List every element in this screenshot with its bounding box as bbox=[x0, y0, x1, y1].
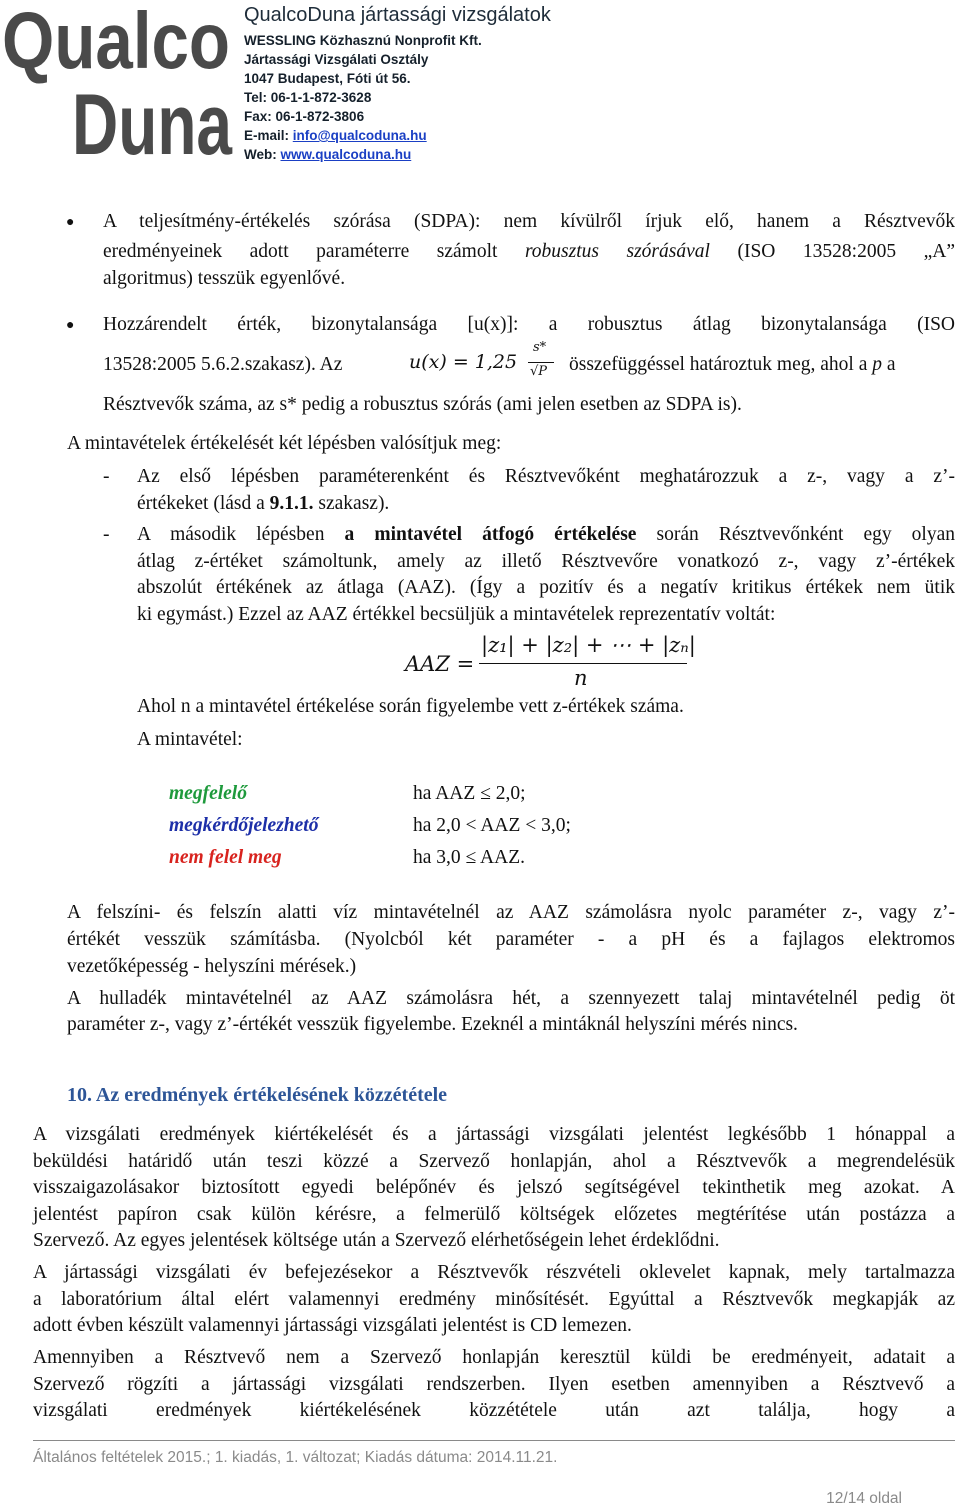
header-web: Web: www.qualcoduna.hu bbox=[244, 147, 412, 162]
dash-1: - bbox=[103, 466, 110, 487]
s10a-line3: visszaigazolásakor biztosított egyedi belépőnév és jelszó segítségével tekinthetik meg azokat. A bbox=[33, 1177, 955, 1198]
formula-numerator: s* bbox=[533, 340, 547, 355]
aaz-formula-denominator: n bbox=[574, 666, 588, 690]
formula-fraction-bar bbox=[528, 362, 554, 363]
section-10-heading: 10. Az eredmények értékelésének közzététele bbox=[67, 1084, 448, 1106]
aaz-fraction-bar bbox=[479, 663, 687, 664]
rating-label-questionable: megkérdőjelezhető bbox=[169, 815, 319, 836]
s10c-line1: Amennyiben a Résztvevő nem a Szervező honlapján keresztül küldi be eredményeit, adatait a bbox=[33, 1347, 955, 1368]
footer-rule bbox=[33, 1440, 955, 1441]
header-title: QualcoDuna jártassági vizsgálatok bbox=[244, 4, 551, 26]
footer-page-number: 12/14 oldal bbox=[826, 1490, 902, 1507]
formula-denominator: √P bbox=[530, 364, 548, 379]
s10b-line3: adott évben készült valamennyi jártassági vizsgálati jelentést is CD lemezen. bbox=[33, 1315, 632, 1336]
step2-line3: abszolút értékének az átlaga (AAZ). (Így a pozitív és a negatív kritikus értékek nem ütik bbox=[137, 577, 955, 598]
s10c-line2: Szervező rögzíti a jártassági vizsgálati rendszerben. Ilyen esetben amennyiben a Résztvevő a bbox=[33, 1374, 955, 1395]
uncertainty-formula: u(x) = 1,25 bbox=[409, 351, 518, 373]
header-fax: Fax: 06-1-872-3806 bbox=[244, 109, 365, 124]
bullet-dot-2: ● bbox=[66, 318, 75, 333]
logo-text-top: Qualco bbox=[2, 2, 230, 85]
web-link[interactable]: www.qualcoduna.hu bbox=[280, 147, 412, 162]
para1-line1: A felszíni- és felszín alatti víz mintavételnél az AAZ számolásra nyolc paraméter z-, vagy z’- bbox=[67, 902, 955, 923]
step2-line4: ki egymást.) Ezzel az AAZ értékkel becsüljük a mintavételek reprezentatív voltát: bbox=[137, 604, 776, 625]
sampling-label: A mintavétel: bbox=[137, 729, 243, 750]
bullet2-line3: Résztvevők száma, az s* pedig a robusztus szórás (ami jelen esetben az SDPA is). bbox=[103, 394, 742, 415]
bullet1-line3: algoritmus) tesszük egyenlővé. bbox=[103, 268, 346, 289]
rating-rule-ok: ha AAZ ≤ 2,0; bbox=[413, 783, 526, 804]
s10b-line1: A jártassági vizsgálati év befejezésekor a Résztvevők részvételi oklevelet kapnak, mely tartalmazza bbox=[33, 1262, 955, 1283]
header-tel: Tel: 06-1-1-872-3628 bbox=[244, 90, 372, 105]
bullet2-line2b: összefüggéssel határoztuk meg, ahol a p a bbox=[569, 354, 896, 375]
email-link[interactable]: info@qualcoduna.hu bbox=[292, 128, 427, 143]
rating-label-fail: nem felel meg bbox=[169, 847, 282, 868]
bullet1-line2: eredményeinek adott paraméterre számolt robusztus szórásával (ISO 13528:2005 „A” bbox=[103, 241, 955, 262]
header-org: WESSLING Közhasznú Nonprofit Kft. bbox=[244, 33, 482, 48]
step1-line1: Az első lépésben paraméterenként és Résztvevőként meghatározzuk a z-, vagy a z’- bbox=[137, 466, 955, 487]
header-address: 1047 Budapest, Fóti út 56. bbox=[244, 71, 411, 86]
s10a-line1: A vizsgálati eredmények kiértékelését és a jártassági vizsgálati jelentést legkésőbb 1 hónappal a bbox=[33, 1124, 955, 1145]
step1-line2: értékeket (lásd a 9.1.1. szakasz). bbox=[137, 493, 390, 514]
steps-intro: A mintavételek értékelését két lépésben valósítjuk meg: bbox=[67, 433, 502, 454]
bullet-dot-1: ● bbox=[66, 215, 75, 230]
dash-2: - bbox=[103, 524, 110, 545]
rating-rule-questionable: ha 2,0 < AAZ < 3,0; bbox=[413, 815, 571, 836]
header-dept: Jártassági Vizsgálati Osztály bbox=[244, 52, 429, 67]
para2-line2: paraméter z-, vagy z’-értékét vesszük figyelembe. Ezeknél a mintáknál helyszíni mérés nincs. bbox=[67, 1014, 798, 1035]
rating-label-ok: megfelelő bbox=[169, 783, 247, 804]
footer-doc-info: Általános feltételek 2015.; 1. kiadás, 1. változat; Kiadás dátuma: 2014.11.21. bbox=[33, 1449, 558, 1466]
step2-line2: átlag z-értéket számoltunk, amely az illető Résztvevőre vonatkozó z-, vagy z’-értékek bbox=[137, 551, 955, 572]
para2-line1: A hulladék mintavételnél az AAZ számolásra hét, a szennyezett talaj mintavételnél pedig öt bbox=[67, 988, 955, 1009]
para1-line3: vezetőképesség - helyszíni mérések.) bbox=[67, 956, 357, 977]
para1-line2: értékét vesszük számításba. (Nyolcból két paraméter - a pH és a fajlagos elektromos bbox=[67, 929, 955, 950]
where-text: Ahol n a mintavétel értékelése során figyelembe vett z-értékek száma. bbox=[137, 696, 684, 717]
step2-line1: A második lépésben a mintavétel átfogó értékelése során Résztvevőnként egy olyan bbox=[137, 524, 956, 545]
aaz-formula-numerator: |z₁| + |z₂| + ⋯ + |zₙ| bbox=[481, 633, 696, 657]
s10a-line5: Szervező. Az egyes jelentések költsége után a Szervező elérhetőségein lehet érdeklődni. bbox=[33, 1230, 720, 1251]
bullet2-line1: Hozzárendelt érték, bizonytalansága [u(x)]: a robusztus átlag bizonytalansága (ISO bbox=[103, 314, 955, 335]
s10c-line3: vizsgálati eredmények kiértékelésének közzététele után azt találja, hogy a bbox=[33, 1400, 955, 1421]
bullet1-line1: A teljesítmény-értékelés szórása (SDPA): nem kívülről írjuk elő, hanem a Résztvevők bbox=[103, 211, 955, 232]
bullet2-line2a: 13528:2005 5.6.2.szakasz). Az bbox=[103, 354, 343, 375]
s10a-line2: beküldési határidő után teszi közzé a Szervező honlapján, ahol a Résztvevők a megrendelésük bbox=[33, 1151, 955, 1172]
qualcoduna-logo bbox=[2, 2, 238, 162]
s10a-line4: jelentést papíron csak külön kérésre, a felmerülő költségek előzetes megtérítése után postázza a bbox=[33, 1204, 955, 1225]
header-email: E-mail: info@qualcoduna.hu bbox=[244, 128, 427, 143]
rating-rule-fail: ha 3,0 ≤ AAZ. bbox=[413, 847, 525, 868]
logo-text-bottom: Duna bbox=[72, 77, 233, 162]
s10b-line2: a laboratórium által elért valamennyi eredmény minősítését. Egyúttal a Résztvevők megkapják az bbox=[33, 1289, 955, 1310]
aaz-formula-lhs: AAZ = bbox=[405, 652, 475, 676]
